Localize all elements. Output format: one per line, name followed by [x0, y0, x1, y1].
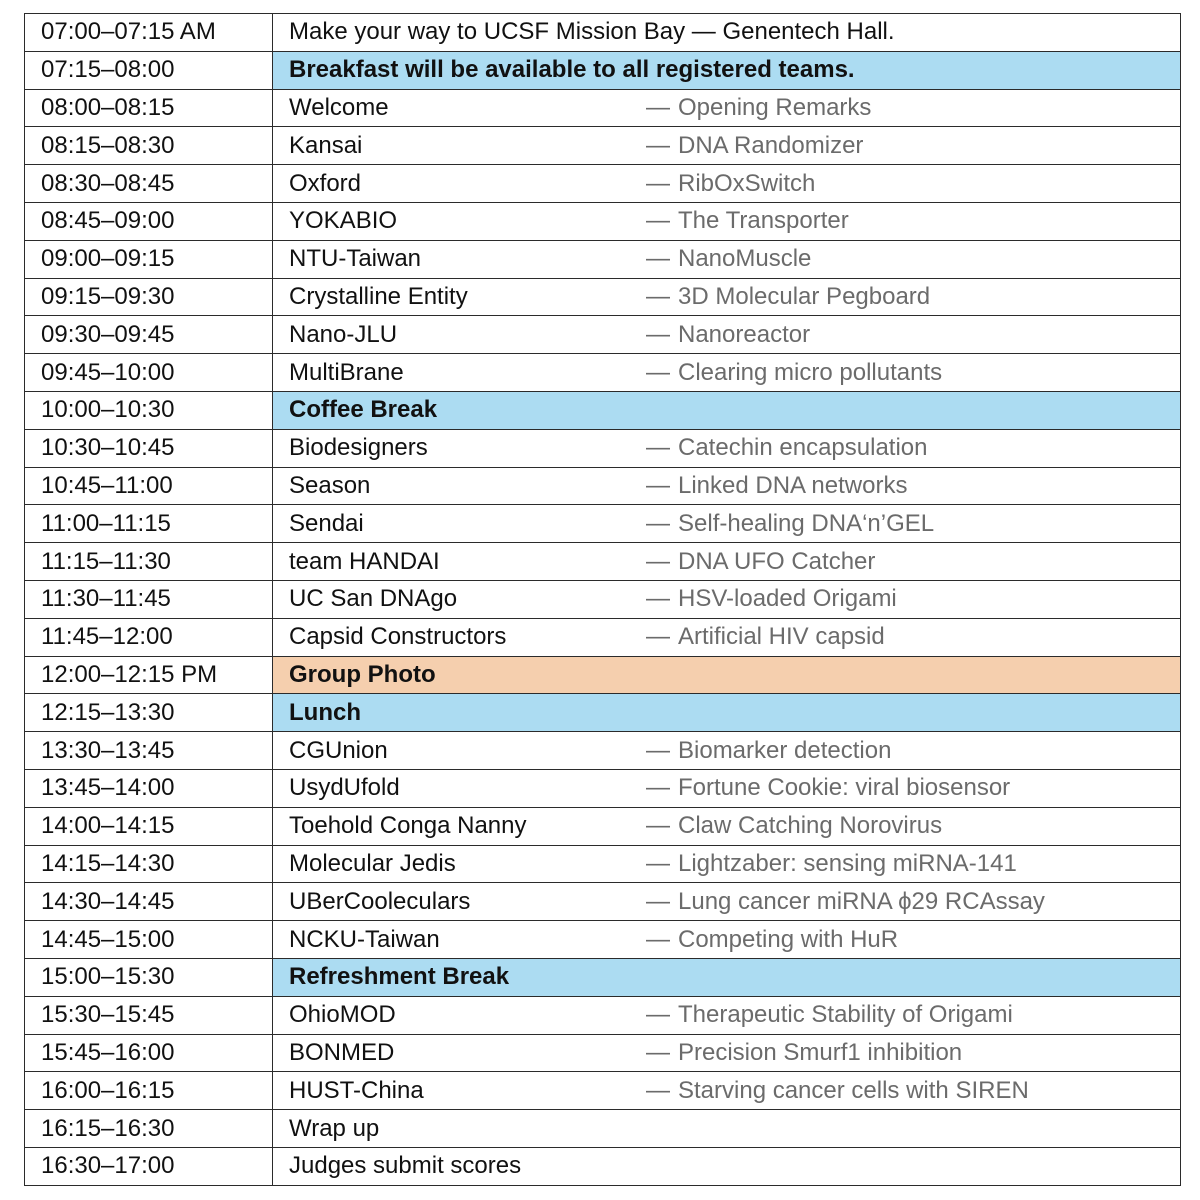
schedule-row	[25, 769, 1181, 807]
schedule-row	[25, 543, 1181, 581]
session-cell	[273, 845, 1181, 883]
time-slot: 10:00–10:30	[25, 391, 273, 429]
schedule-row	[25, 51, 1181, 89]
time-slot: 08:30–08:45	[25, 165, 273, 203]
team-name: NCKU-Taiwan	[289, 925, 440, 953]
session-cell	[273, 354, 1181, 392]
team-name: Oxford	[289, 169, 362, 197]
em-dash-separator: —	[646, 207, 670, 235]
project-title	[646, 93, 872, 121]
session-cell	[273, 240, 1181, 278]
em-dash-separator: —	[646, 774, 670, 802]
project-title	[646, 736, 892, 764]
time-slot: 08:00–08:15	[25, 89, 273, 127]
project-title	[646, 169, 816, 197]
schedule-row	[25, 505, 1181, 543]
project-title-text: Artificial HIV capsid	[678, 623, 885, 651]
schedule-row	[25, 391, 1181, 429]
schedule-row	[25, 618, 1181, 656]
event-note: Judges submit scores	[273, 1147, 1181, 1185]
em-dash-separator: —	[646, 169, 670, 197]
schedule-row	[25, 656, 1181, 694]
project-title-text: Precision Smurf1 inhibition	[678, 1038, 963, 1066]
time-slot: 08:15–08:30	[25, 127, 273, 165]
time-slot: 15:30–15:45	[25, 996, 273, 1034]
team-name: NTU-Taiwan	[289, 245, 422, 273]
event-note: Wrap up	[273, 1110, 1181, 1148]
em-dash-separator: —	[646, 925, 670, 953]
team-name: UsydUfold	[289, 774, 400, 802]
session-cell	[273, 316, 1181, 354]
team-name: BONMED	[289, 1038, 395, 1066]
time-slot: 14:00–14:15	[25, 807, 273, 845]
team-name: Welcome	[289, 93, 389, 121]
em-dash-separator: —	[646, 471, 670, 499]
schedule-row	[25, 1072, 1181, 1110]
project-title	[646, 282, 931, 310]
project-title	[646, 247, 811, 271]
em-dash-separator: —	[646, 1001, 670, 1029]
highlight-event: Refreshment Break	[273, 958, 1181, 996]
team-name: OhioMOD	[289, 1001, 396, 1029]
time-slot: 10:45–11:00	[25, 467, 273, 505]
time-slot: 16:00–16:15	[25, 1072, 273, 1110]
highlight-event: Group Photo	[273, 656, 1181, 694]
time-slot: 14:45–15:00	[25, 921, 273, 959]
em-dash-separator: —	[646, 509, 670, 537]
schedule-row	[25, 921, 1181, 959]
time-slot: 07:15–08:00	[25, 51, 273, 89]
highlight-event: Breakfast will be available to all registered teams.	[273, 51, 1181, 89]
highlight-event: Coffee Break	[273, 391, 1181, 429]
project-title-text: HSV-loaded Origami	[678, 585, 897, 613]
time-slot: 11:15–11:30	[25, 543, 273, 581]
schedule-row	[25, 127, 1181, 165]
time-slot: 15:45–16:00	[25, 1034, 273, 1072]
event-note: Make your way to UCSF Mission Bay — Genentech Hall.	[273, 14, 1181, 52]
schedule-row	[25, 1147, 1181, 1185]
em-dash-separator: —	[646, 849, 670, 877]
project-title	[646, 320, 811, 348]
project-title-text: Clearing micro pollutants	[678, 358, 943, 386]
project-title-text: Nanoreactor	[678, 320, 811, 348]
em-dash-separator: —	[646, 358, 670, 386]
schedule-row	[25, 316, 1181, 354]
project-title-text: 3D Molecular Pegboard	[678, 282, 931, 310]
time-slot: 11:30–11:45	[25, 580, 273, 618]
project-title-text: Lung cancer miRNA ϕ29 RCAssay	[678, 887, 1045, 915]
em-dash-separator: —	[646, 623, 670, 651]
project-title	[646, 1038, 963, 1066]
em-dash-separator: —	[646, 245, 670, 273]
session-cell	[273, 1034, 1181, 1072]
team-name: Sendai	[289, 509, 364, 537]
time-slot: 11:00–11:15	[25, 505, 273, 543]
project-title	[646, 925, 899, 953]
em-dash-separator: —	[646, 131, 670, 159]
schedule-row	[25, 883, 1181, 921]
session-cell	[273, 996, 1181, 1034]
time-slot: 13:30–13:45	[25, 732, 273, 770]
team-name: Season	[289, 471, 371, 499]
time-slot: 15:00–15:30	[25, 958, 273, 996]
schedule-row	[25, 429, 1181, 467]
project-title	[646, 1003, 1013, 1027]
session-cell	[273, 807, 1181, 845]
team-name: Capsid Constructors	[289, 623, 507, 651]
project-title-text: Self-healing DNA‘n’GEL	[678, 509, 935, 537]
schedule-table	[24, 13, 1181, 1186]
session-cell	[273, 89, 1181, 127]
team-name: Nano-JLU	[289, 320, 398, 348]
project-title	[646, 625, 885, 649]
project-title-text: DNA Randomizer	[678, 131, 864, 159]
em-dash-separator: —	[646, 812, 670, 840]
session-cell	[273, 883, 1181, 921]
schedule-row	[25, 996, 1181, 1034]
project-title	[646, 436, 928, 460]
project-title-text: Claw Catching Norovirus	[678, 812, 943, 840]
team-name: YOKABIO	[289, 207, 398, 235]
time-slot: 09:15–09:30	[25, 278, 273, 316]
schedule-row	[25, 1110, 1181, 1148]
time-slot: 10:30–10:45	[25, 429, 273, 467]
time-slot: 09:45–10:00	[25, 354, 273, 392]
team-name: UBerCooleculars	[289, 887, 471, 915]
session-cell	[273, 543, 1181, 581]
session-cell	[273, 467, 1181, 505]
em-dash-separator: —	[646, 282, 670, 310]
time-slot: 12:15–13:30	[25, 694, 273, 732]
session-cell	[273, 278, 1181, 316]
em-dash-separator: —	[646, 585, 670, 613]
session-cell	[273, 580, 1181, 618]
project-title-text: Therapeutic Stability of Origami	[678, 1001, 1013, 1029]
project-title-text: Fortune Cookie: viral biosensor	[678, 774, 1011, 802]
em-dash-separator: —	[646, 434, 670, 462]
em-dash-separator: —	[646, 93, 670, 121]
project-title	[646, 887, 1045, 915]
project-title-text: Biomarker detection	[678, 736, 892, 764]
schedule-row	[25, 807, 1181, 845]
project-title	[646, 587, 897, 611]
team-name: team HANDAI	[289, 547, 440, 575]
time-slot: 16:30–17:00	[25, 1147, 273, 1185]
project-title-text: Starving cancer cells with SIREN	[678, 1076, 1029, 1104]
schedule-row	[25, 89, 1181, 127]
project-title	[646, 209, 849, 233]
team-name: Molecular Jedis	[289, 849, 456, 877]
project-title	[646, 358, 943, 386]
time-slot: 09:30–09:45	[25, 316, 273, 354]
em-dash-separator: —	[646, 1076, 670, 1104]
em-dash-separator: —	[646, 736, 670, 764]
time-slot: 14:15–14:30	[25, 845, 273, 883]
project-title	[646, 849, 1017, 877]
time-slot: 08:45–09:00	[25, 202, 273, 240]
schedule-row	[25, 1034, 1181, 1072]
team-name: Kansai	[289, 131, 363, 159]
project-title-text: NanoMuscle	[678, 245, 812, 273]
project-title	[646, 131, 864, 159]
session-cell	[273, 202, 1181, 240]
project-title-text: Competing with HuR	[678, 925, 899, 953]
project-title-text: Catechin encapsulation	[678, 434, 928, 462]
project-title-text: DNA UFO Catcher	[678, 547, 876, 575]
project-title	[646, 1076, 1029, 1104]
project-title	[646, 547, 876, 575]
project-title	[646, 509, 935, 537]
highlight-event: Lunch	[273, 694, 1181, 732]
session-cell	[273, 769, 1181, 807]
session-cell	[273, 165, 1181, 203]
schedule-row	[25, 202, 1181, 240]
schedule-row	[25, 958, 1181, 996]
time-slot: 09:00–09:15	[25, 240, 273, 278]
time-slot: 12:00–12:15 PM	[25, 656, 273, 694]
schedule-row	[25, 165, 1181, 203]
project-title	[646, 471, 908, 499]
schedule-row	[25, 694, 1181, 732]
team-name: UC San DNAgo	[289, 585, 458, 613]
schedule-row	[25, 240, 1181, 278]
session-cell	[273, 732, 1181, 770]
schedule-row	[25, 467, 1181, 505]
schedule-row	[25, 732, 1181, 770]
team-name: MultiBrane	[289, 358, 404, 386]
session-cell	[273, 127, 1181, 165]
project-title-text: RibOxSwitch	[678, 169, 816, 197]
team-name: Crystalline Entity	[289, 282, 468, 310]
time-slot: 14:30–14:45	[25, 883, 273, 921]
session-cell	[273, 429, 1181, 467]
session-cell	[273, 1072, 1181, 1110]
em-dash-separator: —	[646, 887, 670, 915]
session-cell	[273, 921, 1181, 959]
schedule-body	[25, 14, 1181, 1186]
session-cell	[273, 505, 1181, 543]
project-title-text: Linked DNA networks	[678, 471, 908, 499]
schedule-row	[25, 580, 1181, 618]
project-title-text: Opening Remarks	[678, 93, 872, 121]
team-name: Toehold Conga Nanny	[289, 812, 527, 840]
schedule-row	[25, 354, 1181, 392]
time-slot: 11:45–12:00	[25, 618, 273, 656]
project-title-text: The Transporter	[678, 207, 849, 235]
em-dash-separator: —	[646, 547, 670, 575]
em-dash-separator: —	[646, 320, 670, 348]
schedule-row	[25, 845, 1181, 883]
time-slot: 16:15–16:30	[25, 1110, 273, 1148]
project-title-text: Lightzaber: sensing miRNA-141	[678, 849, 1017, 877]
schedule-row	[25, 278, 1181, 316]
schedule-row	[25, 14, 1181, 52]
time-slot: 13:45–14:00	[25, 769, 273, 807]
team-name: Biodesigners	[289, 434, 428, 462]
project-title	[646, 776, 1010, 800]
em-dash-separator: —	[646, 1038, 670, 1066]
team-name: CGUnion	[289, 736, 388, 764]
team-name: HUST-China	[289, 1076, 424, 1104]
project-title	[646, 814, 942, 838]
time-slot: 07:00–07:15 AM	[25, 14, 273, 52]
session-cell	[273, 618, 1181, 656]
